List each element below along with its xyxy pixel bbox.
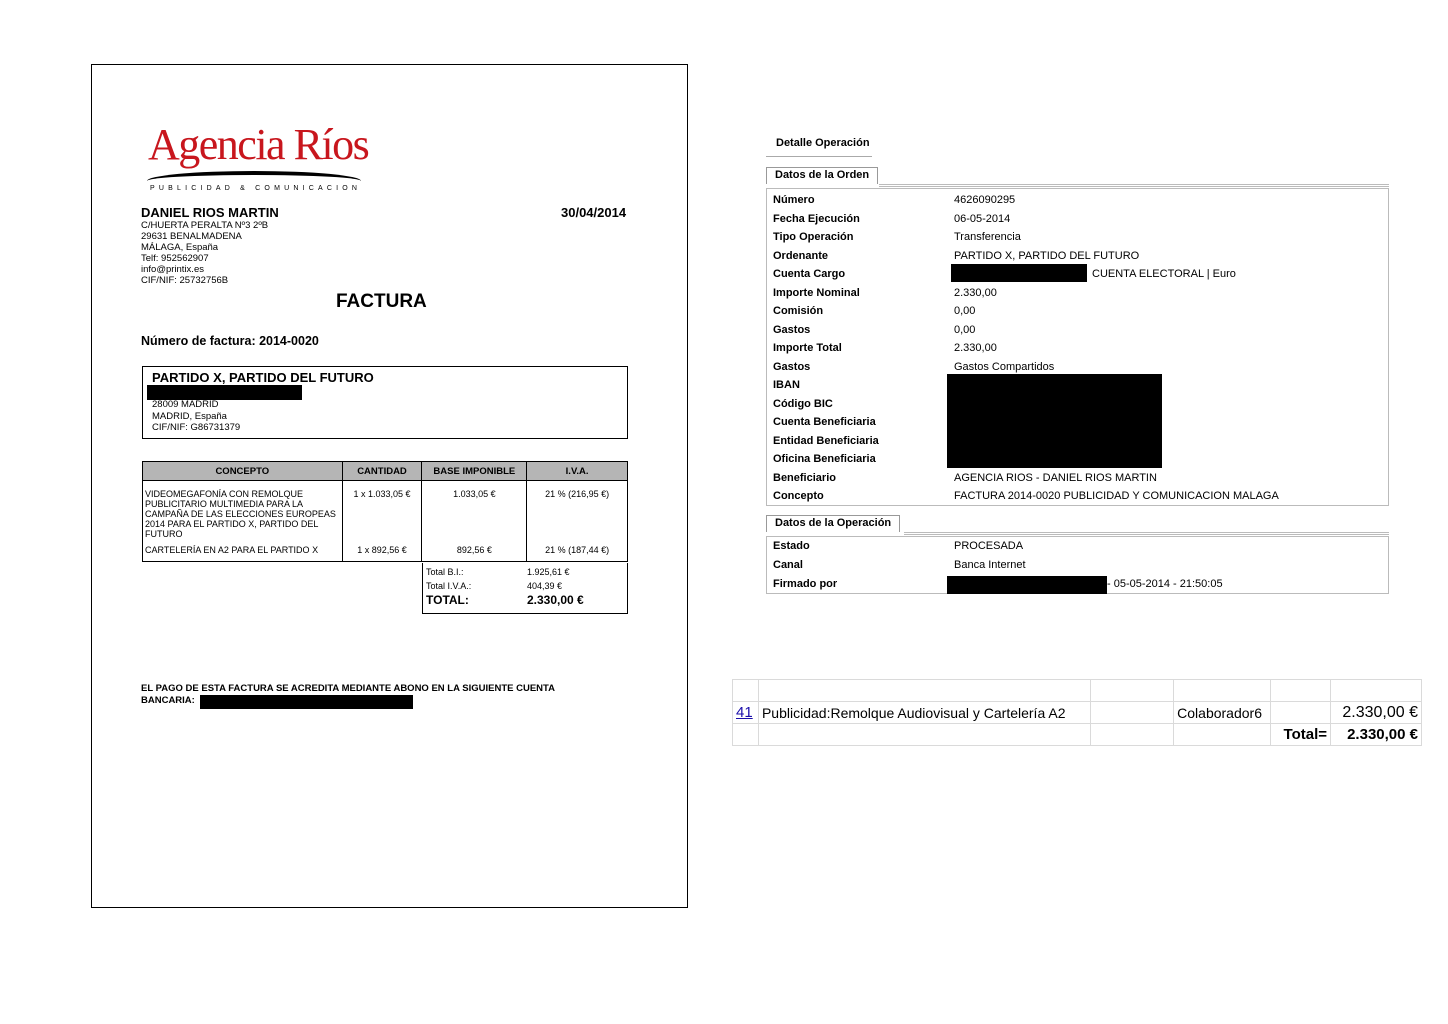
detail-label: Código BIC <box>773 397 833 410</box>
invoice-number: Número de factura: 2014-0020 <box>141 334 319 348</box>
detail-value: 2.330,00 <box>954 286 997 299</box>
bank-title: Detalle Operación <box>776 137 870 149</box>
client-address <box>152 399 240 434</box>
tab-divider <box>879 184 1389 187</box>
total-iva-value: 404,39 € <box>527 581 563 591</box>
table-row <box>733 702 1422 724</box>
issuer-line: info@printix.es <box>141 264 204 275</box>
entry-id-link[interactable]: 41 <box>736 704 753 721</box>
tab-datos-orden[interactable]: Datos de la Orden <box>766 167 878 184</box>
col-header: I.V.A. <box>527 462 628 481</box>
detail-value: - 05-05-2014 - 21:50:05 <box>1107 578 1223 590</box>
tab-divider <box>904 532 1389 535</box>
detail-value: Banca Internet <box>954 559 1026 571</box>
title-underline <box>766 156 872 157</box>
table-row <box>143 543 628 562</box>
issuer-line: CIF/NIF: 25732756B <box>141 275 229 286</box>
redacted-beneficiary-details <box>947 374 1162 468</box>
item-concept: CARTELERÍA EN A2 PARA EL PARTIDO X <box>143 543 343 562</box>
item-quantity: 1 x 1.033,05 € <box>342 481 422 544</box>
table-row <box>733 724 1422 746</box>
item-base: 892,56 € <box>422 543 527 562</box>
issuer-name: DANIEL RIOS MARTIN <box>141 205 279 220</box>
detail-label: Canal <box>773 559 803 571</box>
detail-label: Gastos <box>773 323 811 336</box>
accounting-table <box>732 679 1422 745</box>
item-vat: 21 % (187,44 €) <box>527 543 628 562</box>
detail-label: Importe Nominal <box>773 286 860 299</box>
detail-label: Cuenta Beneficiaria <box>773 416 876 428</box>
detail-label: Importe Total <box>773 342 842 354</box>
bank-operation-detail <box>764 130 1391 600</box>
redacted-signer <box>947 576 1107 594</box>
table-row <box>733 680 1422 702</box>
col-header: CONCEPTO <box>143 462 343 481</box>
detail-label: Gastos <box>773 360 811 373</box>
detail-value: AGENCIA RIOS - DANIEL RIOS MARTIN <box>954 471 1157 484</box>
client-line: 28009 MADRID <box>152 399 219 410</box>
client-line: MADRID, España <box>152 410 227 422</box>
detail-label: Beneficiario <box>773 471 836 484</box>
table-row <box>143 481 628 544</box>
detail-label: Cuenta Cargo <box>773 268 846 280</box>
item-vat: 21 % (216,95 €) <box>527 481 628 544</box>
redacted-block <box>147 385 302 400</box>
detail-value: 4626090295 <box>954 194 1016 206</box>
detail-value: 0,00 <box>954 323 976 336</box>
total-value: 2.330,00 € <box>527 593 584 607</box>
col-header: CANTIDAD <box>342 462 422 481</box>
item-concept: VIDEOMEGAFONÍA CON REMOLQUE PUBLICITARIO MULTIMEDIA PARA LA CAMPAÑA DE LAS ELECCIONES EUROPEAS 2014 PARA EL PARTIDO X, PARTIDO DEL FUTURO <box>143 481 343 544</box>
issuer-line: 29631 BENALMADENA <box>141 231 242 242</box>
detail-label: Oficina Beneficiaria <box>773 453 876 465</box>
totals-box <box>422 563 628 614</box>
client-box <box>142 366 628 439</box>
detail-label: Ordenante <box>773 249 829 262</box>
detail-value: PROCESADA <box>954 540 1024 552</box>
detail-label: Comisión <box>773 305 824 317</box>
detail-label: Concepto <box>773 490 824 502</box>
col-header: BASE IMPONIBLE <box>422 462 527 481</box>
client-line: CIF/NIF: G86731379 <box>152 422 241 433</box>
redacted-account <box>200 695 413 709</box>
detail-label: Número <box>773 194 815 206</box>
total-label: TOTAL: <box>426 593 469 607</box>
items-table <box>142 461 628 562</box>
detail-label: Tipo Operación <box>773 231 854 243</box>
detail-value: PARTIDO X, PARTIDO DEL FUTURO <box>954 249 1140 262</box>
entry-collaborator: Colaborador6 <box>1174 702 1271 724</box>
total-bi-label: Total B.I.: <box>426 567 464 577</box>
detail-label: Entidad Beneficiaria <box>773 434 879 447</box>
item-quantity: 1 x 892,56 € <box>342 543 422 562</box>
redacted-cuenta-cargo <box>951 264 1087 282</box>
detail-value: CUENTA ELECTORAL | Euro <box>1092 268 1236 280</box>
invoice-title: FACTURA <box>336 291 427 312</box>
detail-value: 2.330,00 <box>954 342 997 354</box>
issuer-line: C/HUERTA PERALTA Nº3 2ºB <box>141 220 269 231</box>
detail-value: 06-05-2014 <box>954 212 1011 225</box>
detail-label: Fecha Ejecución <box>773 212 860 225</box>
total-bi-value: 1.925,61 € <box>527 567 570 577</box>
detail-label: Estado <box>773 540 810 552</box>
client-name: PARTIDO X, PARTIDO DEL FUTURO <box>152 370 374 385</box>
detail-label: IBAN <box>773 379 800 391</box>
entry-amount: 2.330,00 € <box>1331 702 1422 724</box>
entry-description: Publicidad:Remolque Audiovisual y Cartelería A2 <box>758 702 1090 724</box>
detail-value: FACTURA 2014-0020 PUBLICIDAD Y COMUNICACION MALAGA <box>954 490 1279 502</box>
total-label: Total= <box>1271 724 1331 746</box>
detail-label: Firmado por <box>773 578 838 590</box>
logo-swoosh <box>147 171 361 185</box>
logo-tagline: PUBLICIDAD & COMUNICACION <box>150 185 362 192</box>
payment-note: EL PAGO DE ESTA FACTURA SE ACREDITA MEDIANTE ABONO EN LA SIGUIENTE CUENTA BANCARIA: <box>141 683 555 706</box>
issuer-address <box>141 220 268 286</box>
issuer-line: Telf: 952562907 <box>141 253 209 264</box>
item-base: 1.033,05 € <box>422 481 527 544</box>
total-iva-label: Total I.V.A.: <box>426 581 472 591</box>
issuer-line: MÁLAGA, España <box>141 242 219 253</box>
tab-datos-operacion[interactable]: Datos de la Operación <box>766 515 900 532</box>
invoice-date: 30/04/2014 <box>561 205 627 220</box>
total-value: 2.330,00 € <box>1331 724 1422 746</box>
agency-logo: Agencia Ríos <box>148 120 369 169</box>
invoice-page <box>91 64 688 908</box>
detail-value: 0,00 <box>954 305 976 317</box>
detail-value: Transferencia <box>954 231 1021 243</box>
detail-value: Gastos Compartidos <box>954 360 1055 373</box>
